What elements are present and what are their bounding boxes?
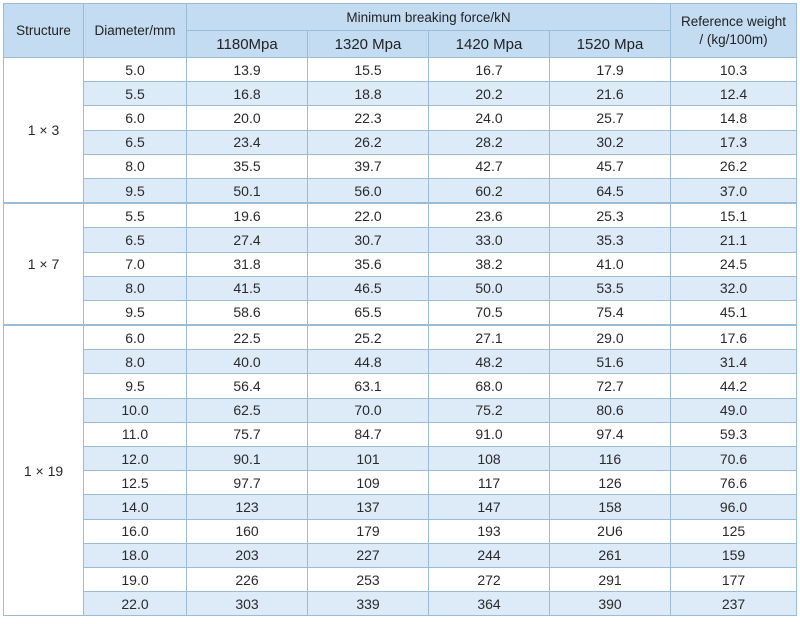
force-1180-cell: 203 [187, 543, 308, 567]
diameter-cell: 16.0 [84, 519, 187, 543]
table-row [4, 398, 797, 422]
force-1320-cell: 56.0 [308, 178, 429, 203]
reference-weight-cell: 15.1 [671, 203, 797, 228]
diameter-cell: 9.5 [84, 300, 187, 325]
force-1320-cell: 65.5 [308, 300, 429, 325]
force-1320-cell: 179 [308, 519, 429, 543]
force-1320-cell: 26.2 [308, 130, 429, 154]
force-1520-cell: 80.6 [550, 398, 671, 422]
force-1420-cell: 70.5 [429, 300, 550, 325]
table-row [4, 543, 797, 567]
table-row [4, 519, 797, 543]
header-structure: Structure [4, 4, 84, 58]
diameter-cell: 9.5 [84, 374, 187, 398]
reference-weight-cell: 21.1 [671, 228, 797, 252]
reference-weight-cell: 31.4 [671, 350, 797, 374]
reference-weight-cell: 10.3 [671, 58, 797, 82]
force-1320-cell: 339 [308, 592, 429, 616]
force-1180-cell: 90.1 [187, 447, 308, 471]
table-row [4, 228, 797, 252]
reference-weight-cell: 237 [671, 592, 797, 616]
table-row [4, 422, 797, 446]
diameter-cell: 11.0 [84, 422, 187, 446]
diameter-cell: 22.0 [84, 592, 187, 616]
force-1180-cell: 123 [187, 495, 308, 519]
diameter-cell: 8.0 [84, 350, 187, 374]
force-1520-cell: 51.6 [550, 350, 671, 374]
force-1320-cell: 109 [308, 471, 429, 495]
force-1320-cell: 101 [308, 447, 429, 471]
header-grade-1420: 1420 Mpa [429, 31, 550, 58]
diameter-cell: 12.0 [84, 447, 187, 471]
table-header [4, 4, 797, 58]
diameter-cell: 18.0 [84, 543, 187, 567]
force-1520-cell: 30.2 [550, 130, 671, 154]
force-1180-cell: 35.5 [187, 154, 308, 178]
force-1320-cell: 22.0 [308, 203, 429, 228]
force-1420-cell: 272 [429, 567, 550, 591]
table-row [4, 252, 797, 276]
force-1180-cell: 27.4 [187, 228, 308, 252]
header-grade-1320: 1320 Mpa [308, 31, 429, 58]
breaking-force-table [3, 3, 797, 616]
diameter-cell: 6.0 [84, 106, 187, 130]
reference-weight-cell: 17.3 [671, 130, 797, 154]
force-1520-cell: 29.0 [550, 325, 671, 350]
force-1320-cell: 84.7 [308, 422, 429, 446]
force-1520-cell: 35.3 [550, 228, 671, 252]
force-1520-cell: 97.4 [550, 422, 671, 446]
reference-weight-cell: 17.6 [671, 325, 797, 350]
reference-weight-cell: 14.8 [671, 106, 797, 130]
force-1420-cell: 42.7 [429, 154, 550, 178]
force-1320-cell: 253 [308, 567, 429, 591]
force-1320-cell: 22.3 [308, 106, 429, 130]
force-1420-cell: 364 [429, 592, 550, 616]
force-1520-cell: 17.9 [550, 58, 671, 82]
force-1520-cell: 116 [550, 447, 671, 471]
table-row [4, 592, 797, 616]
force-1420-cell: 147 [429, 495, 550, 519]
reference-weight-cell: 49.0 [671, 398, 797, 422]
force-1420-cell: 24.0 [429, 106, 550, 130]
header-grade-1180: 1180Mpa [187, 31, 308, 58]
force-1420-cell: 193 [429, 519, 550, 543]
reference-weight-cell: 159 [671, 543, 797, 567]
force-1520-cell: 53.5 [550, 276, 671, 300]
force-1420-cell: 244 [429, 543, 550, 567]
header-reference-weight-line1: Reference weight [680, 13, 787, 29]
reference-weight-cell: 12.4 [671, 82, 797, 106]
header-min-breaking-force: Minimum breaking force/kN [187, 4, 671, 31]
force-1420-cell: 27.1 [429, 325, 550, 350]
force-1180-cell: 97.7 [187, 471, 308, 495]
force-1520-cell: 45.7 [550, 154, 671, 178]
force-1420-cell: 60.2 [429, 178, 550, 203]
force-1520-cell: 291 [550, 567, 671, 591]
structure-cell: 1 × 19 [4, 325, 84, 616]
force-1520-cell: 261 [550, 543, 671, 567]
table-row [4, 495, 797, 519]
table-row [4, 374, 797, 398]
reference-weight-cell: 45.1 [671, 300, 797, 325]
force-1320-cell: 70.0 [308, 398, 429, 422]
force-1520-cell: 158 [550, 495, 671, 519]
table-row [4, 203, 797, 228]
force-1320-cell: 137 [308, 495, 429, 519]
reference-weight-cell: 24.5 [671, 252, 797, 276]
force-1320-cell: 46.5 [308, 276, 429, 300]
reference-weight-cell: 32.0 [671, 276, 797, 300]
force-1420-cell: 16.7 [429, 58, 550, 82]
force-1420-cell: 28.2 [429, 130, 550, 154]
force-1520-cell: 41.0 [550, 252, 671, 276]
reference-weight-cell: 70.6 [671, 447, 797, 471]
force-1180-cell: 50.1 [187, 178, 308, 203]
header-diameter: Diameter/mm [84, 4, 187, 58]
force-1180-cell: 41.5 [187, 276, 308, 300]
force-1180-cell: 16.8 [187, 82, 308, 106]
force-1420-cell: 75.2 [429, 398, 550, 422]
structure-cell: 1 × 7 [4, 203, 84, 325]
diameter-cell: 7.0 [84, 252, 187, 276]
reference-weight-cell: 59.3 [671, 422, 797, 446]
table-row [4, 325, 797, 350]
force-1180-cell: 19.6 [187, 203, 308, 228]
force-1320-cell: 25.2 [308, 325, 429, 350]
diameter-cell: 5.5 [84, 203, 187, 228]
diameter-cell: 10.0 [84, 398, 187, 422]
reference-weight-cell: 76.6 [671, 471, 797, 495]
table-row [4, 567, 797, 591]
diameter-cell: 6.0 [84, 325, 187, 350]
force-1180-cell: 303 [187, 592, 308, 616]
table-row [4, 154, 797, 178]
force-1180-cell: 23.4 [187, 130, 308, 154]
force-1320-cell: 15.5 [308, 58, 429, 82]
force-1520-cell: 72.7 [550, 374, 671, 398]
diameter-cell: 8.0 [84, 154, 187, 178]
diameter-cell: 5.5 [84, 82, 187, 106]
force-1180-cell: 62.5 [187, 398, 308, 422]
force-1420-cell: 20.2 [429, 82, 550, 106]
table-row [4, 130, 797, 154]
table-row [4, 82, 797, 106]
force-1180-cell: 22.5 [187, 325, 308, 350]
force-1420-cell: 33.0 [429, 228, 550, 252]
diameter-cell: 5.0 [84, 58, 187, 82]
force-1420-cell: 68.0 [429, 374, 550, 398]
force-1180-cell: 58.6 [187, 300, 308, 325]
diameter-cell: 6.5 [84, 130, 187, 154]
diameter-cell: 12.5 [84, 471, 187, 495]
force-1320-cell: 227 [308, 543, 429, 567]
diameter-cell: 19.0 [84, 567, 187, 591]
force-1420-cell: 117 [429, 471, 550, 495]
diameter-cell: 14.0 [84, 495, 187, 519]
force-1420-cell: 48.2 [429, 350, 550, 374]
reference-weight-cell: 26.2 [671, 154, 797, 178]
force-1520-cell: 75.4 [550, 300, 671, 325]
force-1320-cell: 44.8 [308, 350, 429, 374]
force-1320-cell: 30.7 [308, 228, 429, 252]
table-row [4, 350, 797, 374]
force-1420-cell: 50.0 [429, 276, 550, 300]
force-1420-cell: 38.2 [429, 252, 550, 276]
force-1320-cell: 35.6 [308, 252, 429, 276]
table-body [4, 58, 797, 616]
force-1520-cell: 126 [550, 471, 671, 495]
force-1180-cell: 20.0 [187, 106, 308, 130]
force-1520-cell: 25.3 [550, 203, 671, 228]
force-1520-cell: 2U6 [550, 519, 671, 543]
force-1180-cell: 40.0 [187, 350, 308, 374]
reference-weight-cell: 37.0 [671, 178, 797, 203]
table-row [4, 276, 797, 300]
force-1180-cell: 75.7 [187, 422, 308, 446]
table-row [4, 58, 797, 82]
force-1180-cell: 160 [187, 519, 308, 543]
force-1180-cell: 31.8 [187, 252, 308, 276]
force-1320-cell: 18.8 [308, 82, 429, 106]
table-row [4, 178, 797, 203]
force-1520-cell: 390 [550, 592, 671, 616]
force-1420-cell: 91.0 [429, 422, 550, 446]
force-1180-cell: 56.4 [187, 374, 308, 398]
force-1520-cell: 64.5 [550, 178, 671, 203]
diameter-cell: 6.5 [84, 228, 187, 252]
table-row [4, 471, 797, 495]
reference-weight-cell: 96.0 [671, 495, 797, 519]
force-1520-cell: 21.6 [550, 82, 671, 106]
force-1180-cell: 226 [187, 567, 308, 591]
table-row [4, 106, 797, 130]
reference-weight-cell: 125 [671, 519, 797, 543]
diameter-cell: 8.0 [84, 276, 187, 300]
header-grade-1520: 1520 Mpa [550, 31, 671, 58]
header-reference-weight-line2: / (kg/100m) [699, 31, 768, 47]
header-reference-weight [671, 4, 797, 58]
force-1420-cell: 108 [429, 447, 550, 471]
diameter-cell: 9.5 [84, 178, 187, 203]
force-1180-cell: 13.9 [187, 58, 308, 82]
structure-cell: 1 × 3 [4, 58, 84, 204]
force-1320-cell: 63.1 [308, 374, 429, 398]
force-1320-cell: 39.7 [308, 154, 429, 178]
reference-weight-cell: 44.2 [671, 374, 797, 398]
table-row [4, 447, 797, 471]
force-1520-cell: 25.7 [550, 106, 671, 130]
table-row [4, 300, 797, 325]
force-1420-cell: 23.6 [429, 203, 550, 228]
reference-weight-cell: 177 [671, 567, 797, 591]
